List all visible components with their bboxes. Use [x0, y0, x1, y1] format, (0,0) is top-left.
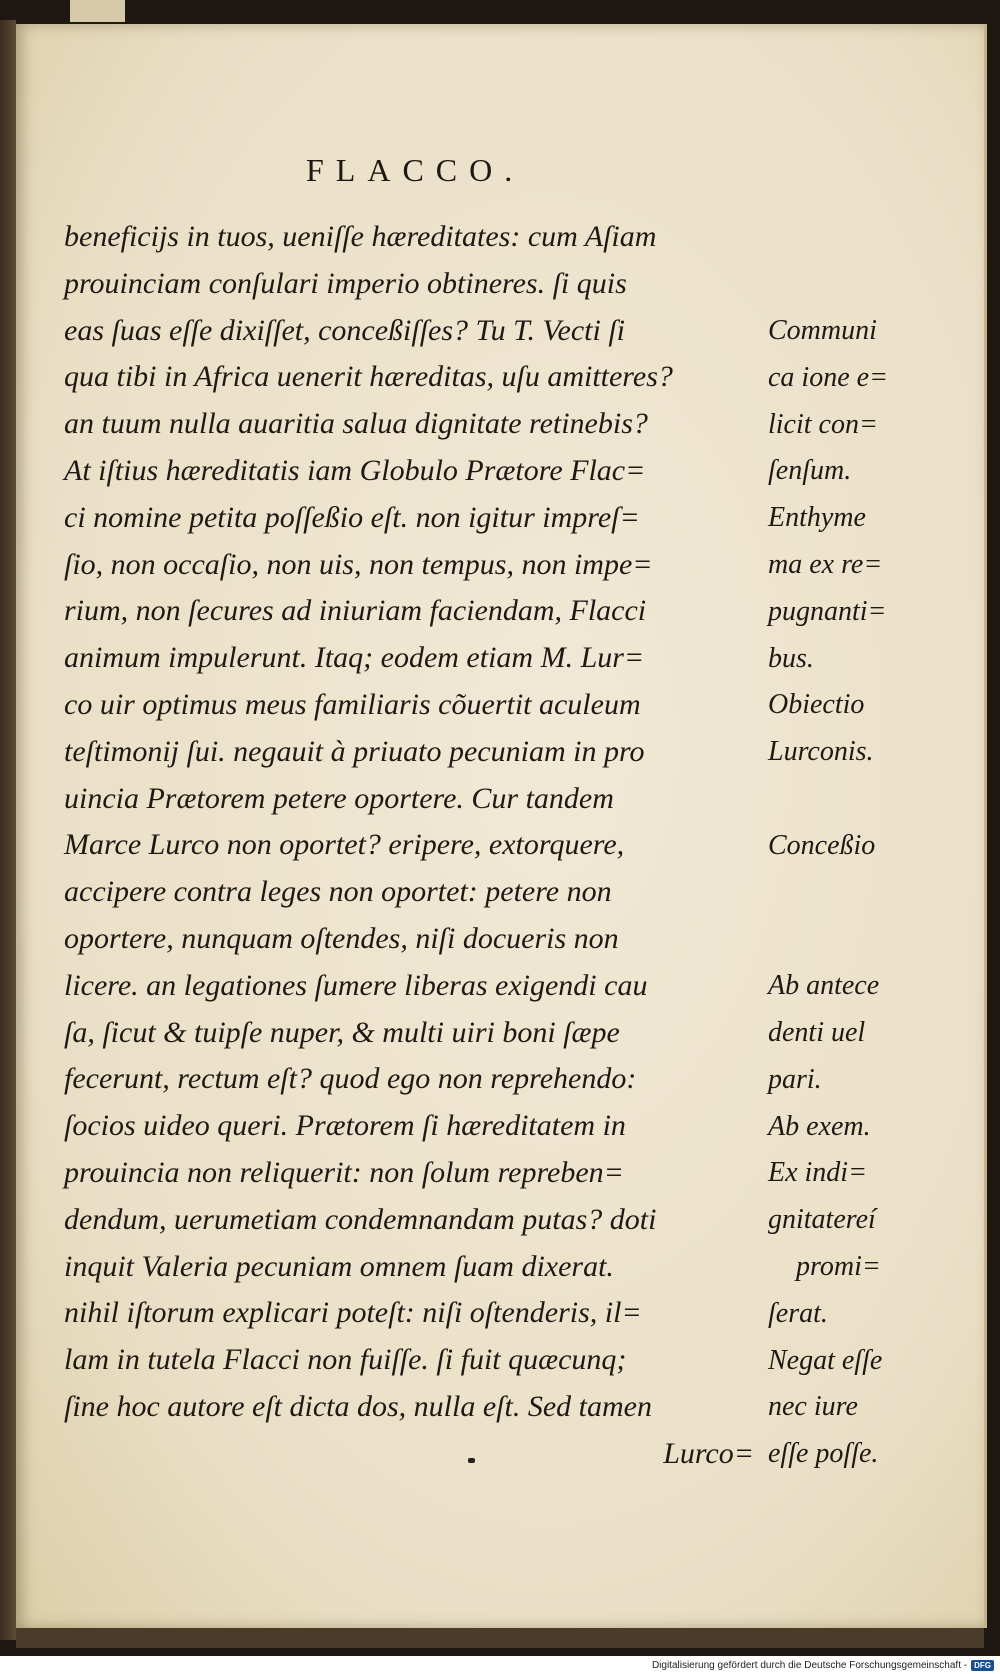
text-line: ci nomine petita poſſeßio eſt. non igitur impreſ=	[64, 500, 640, 534]
text-line: ſio, non occaſio, non uis, non tempus, non impe=	[64, 547, 653, 581]
text-line: Marce Lurco non oportet? eripere, extorquere,	[64, 828, 625, 862]
text-line: rium, non ſecures ad iniuriam faciendam, Flacci	[64, 594, 647, 628]
margin-note: Ex indi=	[768, 1157, 867, 1189]
text-line: accipere contra leges non oportet: petere non	[64, 875, 612, 909]
margin-note: Ab exem.	[768, 1110, 871, 1142]
text-line: animum impulerunt. Itaq; eodem etiam M. Lur=	[64, 641, 645, 675]
margin-note: Lurconis.	[768, 736, 874, 768]
digitization-footer	[652, 1656, 994, 1674]
margin-note: ſerat.	[768, 1297, 828, 1329]
main-text-block	[64, 214, 764, 1478]
margin-note	[768, 870, 978, 917]
text-line: ſa, ſicut & tuipſe nuper, & multi uiri boni ſæpe	[64, 1015, 620, 1049]
margin-note	[768, 916, 978, 963]
margin-note: Communi	[768, 315, 877, 346]
text-line: dendum, uerumetiam condemnandam putas? doti	[64, 1202, 657, 1236]
text-line: ſine hoc autore eſt dicta dos, nulla eſt. Sed tamen	[64, 1389, 652, 1423]
margin-note: Conceßio	[768, 829, 876, 861]
page-bottom-edge	[16, 1628, 984, 1648]
text-line: prouinciam conſulari imperio obtineres. ſi quis	[64, 266, 627, 300]
margin-note: eſſe poſſe.	[768, 1438, 879, 1470]
margin-note: nec iure	[768, 1391, 858, 1423]
binding-edge	[0, 20, 16, 1640]
catchword: Lurco=	[663, 1436, 754, 1470]
text-line: prouincia non reliquerit: non ſolum repreben=	[64, 1155, 624, 1189]
margin-note: pari.	[768, 1063, 822, 1095]
signature-mark	[468, 1458, 475, 1463]
text-line: an tuum nulla auaritia salua dignitate retinebis?	[64, 407, 648, 441]
margin-note: ma ex re=	[768, 548, 883, 580]
margin-note	[768, 776, 978, 823]
margin-note: Ab antece	[768, 970, 880, 1002]
margin-note: promi=	[796, 1250, 881, 1282]
text-line: fecerunt, rectum eſt? quod ego non reprehendo:	[64, 1062, 637, 1096]
margin-note: pugnanti=	[768, 595, 887, 627]
text-line: licere. an legationes ſumere liberas exigendi cau	[64, 968, 648, 1002]
text-line: inquit Valeria pecuniam omnem ſuam dixerat.	[64, 1249, 614, 1283]
text-line: beneficijs in tuos, ueniſſe hæreditates: cum Aſiam	[64, 220, 657, 253]
text-line: ſocios uideo queri. Prætorem ſi hæreditatem in	[64, 1109, 626, 1143]
text-line: oportere, nunquam oſtendes, niſi docueris non	[64, 921, 619, 955]
footer-text: Digitalisierung gefördert durch die Deutsche Forschungsgemeinschaft -	[651, 1659, 968, 1671]
text-line: nihil iſtorum explicari poteſt: niſi oſtenderis, il=	[64, 1296, 642, 1330]
margin-note: licit con=	[768, 408, 878, 440]
margin-note: Negat eſſe	[768, 1344, 883, 1376]
margin-note: ca ione e=	[768, 361, 888, 393]
book-page	[16, 24, 987, 1628]
margin-note: gnitatereí	[768, 1204, 876, 1236]
text-line: uincia Prætorem petere oportere. Cur tandem	[64, 781, 614, 815]
margin-note: bus.	[768, 642, 814, 674]
margin-note: denti uel	[768, 1016, 866, 1048]
text-line: co uir optimus meus familiaris cõuertit aculeum	[64, 687, 641, 721]
margin-note: Enthyme	[768, 502, 866, 534]
dfg-logo-icon: DFG	[971, 1660, 994, 1671]
text-line: At iſtius hæreditatis iam Globulo Prætore Flac=	[64, 453, 646, 487]
text-line: lam in tutela Flacci non fuiſſe. ſi fuit quæcunq;	[64, 1343, 627, 1377]
running-head: FLACCO.	[306, 152, 525, 188]
margin-note: Obiectio	[768, 689, 865, 721]
page-tab-above	[70, 0, 125, 22]
margin-note: ſenſum.	[768, 455, 852, 487]
text-line: eas ſuas eſſe dixiſſet, conceßiſſes? Tu T. Vecti ſi	[64, 313, 626, 347]
margin-notes	[768, 308, 978, 1478]
text-line: teſtimonij ſui. negauit à priuato pecuniam in pro	[64, 734, 645, 768]
text-line: qua tibi in Africa uenerit hæreditas, uſu amitteres?	[64, 360, 673, 394]
